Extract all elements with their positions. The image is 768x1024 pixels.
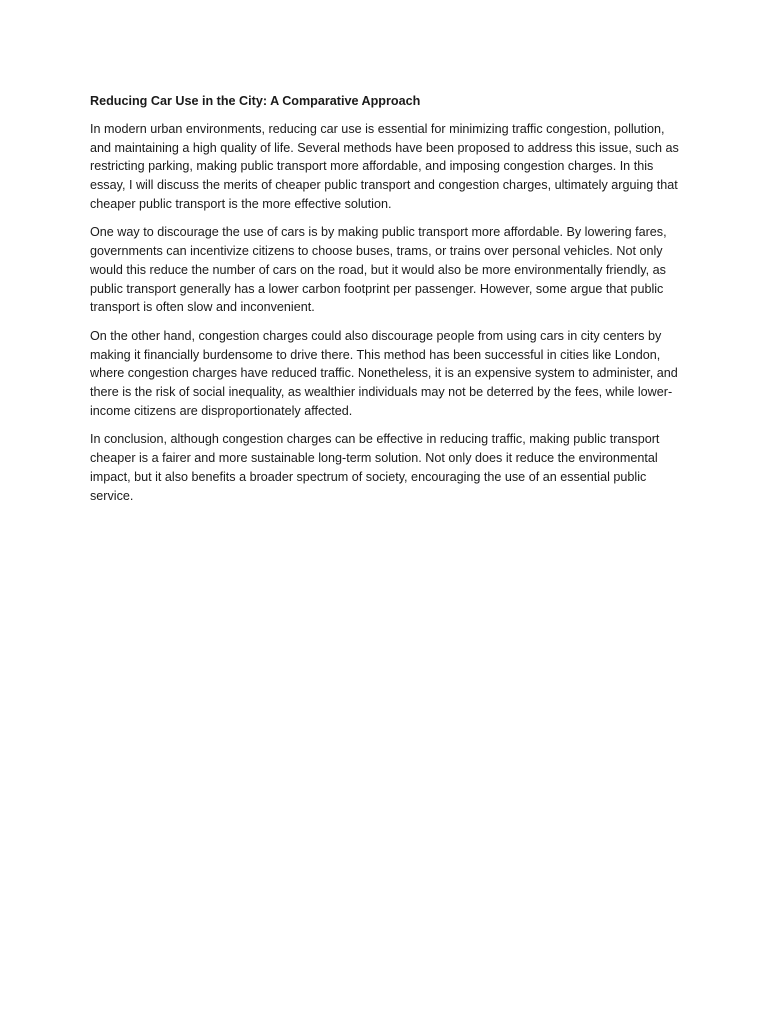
paragraph-congestion-charges: On the other hand, congestion charges could also discourage people from using cars in city centers by making it financially burdensome to drive there. This method has been successful in cities like London, where congestion charges have reduced traffic. Nonetheless, it is an expensive system to administer, and there is the risk of social inequality, as wealthier individuals may not be deterred by the fees, while lower-income citizens are disproportionately affected. [90, 328, 678, 418]
paragraph-conclusion: In conclusion, although congestion charges can be effective in reducing traffic, making public transport cheaper is a fairer and more sustainable long-term solution. Not only does it reduce the environmental impact, but it also benefits a broader spectrum of society, encouraging the use of an essential public service. [90, 432, 660, 503]
document-title: Reducing Car Use in the City: A Comparative Approach [90, 94, 421, 108]
paragraph-public-transport: One way to discourage the use of cars is by making public transport more affordable. By lowering fares, governments can incentivize citizens to choose buses, trams, or trains over personal vehicles. Not only would this reduce the number of cars on the road, but it would also be more environmentally friendly, as public transport generally has a lower carbon footprint per passenger. However, some argue that public transport is often slow and inconvenient. [90, 225, 667, 315]
document-body [90, 92, 680, 515]
paragraph-introduction: In modern urban environments, reducing car use is essential for minimizing traffic congestion, pollution, and maintaining a high quality of life. Several methods have been proposed to address this issue, such as restricting parking, making public transport more affordable, and imposing congestion charges. In this essay, I will discuss the merits of cheaper public transport and congestion charges, ultimately arguing that cheaper public transport is the more effective solution. [90, 121, 679, 211]
